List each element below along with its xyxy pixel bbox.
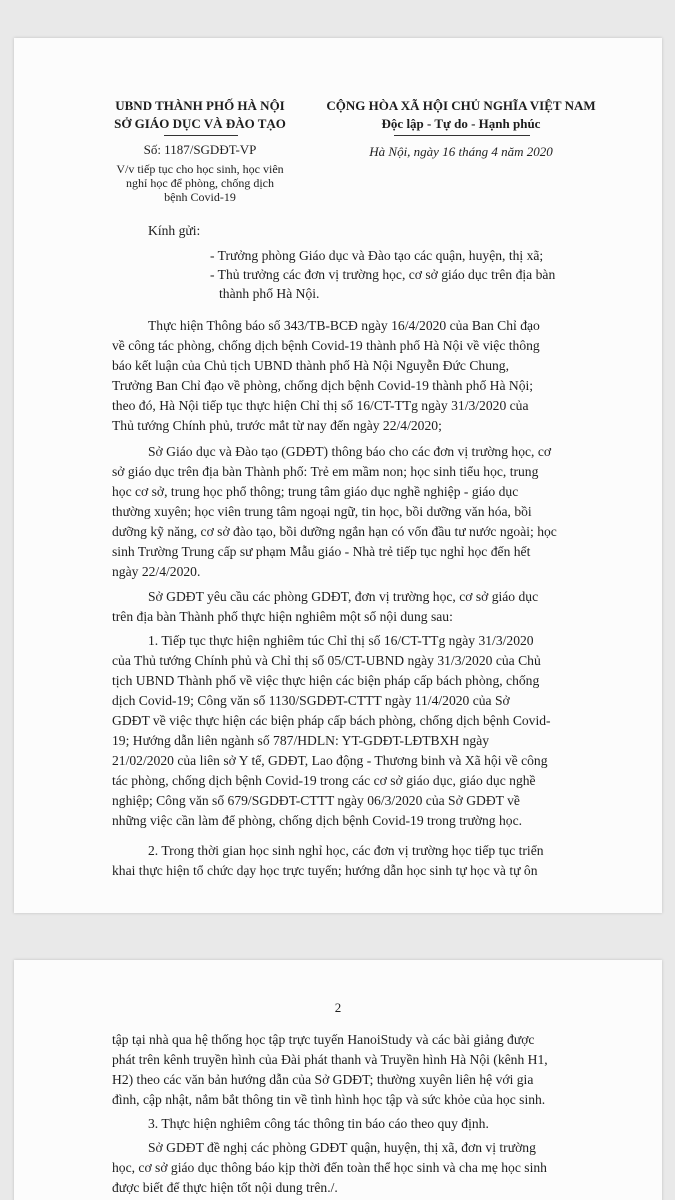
paragraph-line: ngày 22/4/2020. <box>112 564 201 579</box>
paragraph-line: dịch Covid-19; Công văn số 1130/SGDĐT-CTTT ngày 11/4/2020 của Sở <box>112 693 510 708</box>
paragraph-line: 19; Hướng dẫn liên ngành số 787/HDLN: YT-GDĐT-LĐTBXH ngày <box>112 733 490 748</box>
page-number: 2 <box>334 1000 342 1015</box>
paragraph-line: về công tác phòng, chống dịch bệnh Covid-19 thành phố Hà Nội về việc thông <box>112 338 540 353</box>
paragraph-line: nghiệp; Công văn số 679/SGDĐT-CTTT ngày 06/3/2020 của Sở GDĐT về <box>112 793 520 808</box>
paragraph-line: đình, cập nhật, nắm bắt thông tin về tình hình học tập và sức khỏe của học sinh. <box>112 1092 546 1107</box>
paragraph-line: 1. Tiếp tục thực hiện nghiêm túc Chỉ thị số 16/CT-TTg ngày 31/3/2020 <box>148 633 534 648</box>
agency-name: UBND THÀNH PHỐ HÀ NỘI <box>115 98 285 113</box>
document-number: Số: 1187/SGDĐT-VP <box>143 142 257 157</box>
paragraph-line: thường xuyên; học viên trung tâm ngoại ngữ, tin học, bồi dưỡng văn hóa, bồi <box>112 504 532 519</box>
recipient-1: - Trưởng phòng Giáo dục và Đào tạo các quận, huyện, thị xã; <box>210 248 544 263</box>
recipient-2: - Thủ trưởng các đơn vị trường học, cơ sở giáo dục trên địa bàn <box>210 267 556 282</box>
paragraph-line: dưỡng kỹ năng, cơ sở đào tạo, bồi dưỡng ngắn hạn có vốn đầu tư nước ngoài; học <box>112 524 557 539</box>
subject-line-2: nghỉ học để phòng, chống dịch <box>126 176 274 190</box>
paragraph-line: Thực hiện Thông báo số 343/TB-BCĐ ngày 16/4/2020 của Ban Chỉ đạo <box>148 318 540 333</box>
paragraph-line: của Thủ tướng Chính phủ và Chỉ thị số 05/CT-UBND ngày 31/3/2020 của Chủ <box>112 653 541 668</box>
paragraph-line: Trưởng Ban Chỉ đạo về phòng, chống dịch bệnh Covid-19 thành phố Hà Nội; <box>112 378 534 393</box>
document-page-2 <box>14 960 662 1200</box>
subject-line-3: bệnh Covid-19 <box>164 190 236 204</box>
paragraph-line: tịch UBND Thành phố về việc thực hiện các biện pháp cấp bách phòng, chống <box>112 673 540 688</box>
paragraph-line: H2) theo các văn bản hướng dẫn của Sở GDĐT; thường xuyên liên hệ với gia <box>112 1072 534 1087</box>
national-title: CỘNG HÒA XÃ HỘI CHỦ NGHĨA VIỆT NAM <box>326 98 596 113</box>
paragraph-line: GDĐT về việc thực hiện các biện pháp cấp bách phòng, chống dịch bệnh Covid- <box>112 713 551 728</box>
header-left-underline <box>164 135 238 136</box>
salutation: Kính gửi: <box>148 223 201 238</box>
paragraph-line: trên địa bàn Thành phố thực hiện nghiêm một số nội dung sau: <box>112 609 453 624</box>
paragraph-line: học, cơ sở giáo dục thông báo kịp thời đến toàn thể học sinh và cha mẹ học sinh <box>112 1160 547 1175</box>
paragraph-line: Sở GDĐT yêu cầu các phòng GDĐT, đơn vị trường học, cơ sở giáo dục <box>148 589 539 604</box>
paragraph-line: sở giáo dục trên địa bàn Thành phố: Trẻ em mầm non; học sinh tiểu học, trung <box>112 464 539 479</box>
paragraph-line: báo kết luận của Chủ tịch UBND thành phố Hà Nội Nguyễn Đức Chung, <box>112 358 509 373</box>
paragraph-line: sinh Trường Trung cấp sư phạm Mẫu giáo - Nhà trẻ tiếp tục nghỉ học đến hết <box>112 544 531 559</box>
paragraph-line: 3. Thực hiện nghiêm công tác thông tin báo cáo theo quy định. <box>148 1116 489 1131</box>
paragraph-line: 21/02/2020 của liên sở Y tế, GDĐT, Lao động - Thương binh và Xã hội về công <box>112 753 548 768</box>
department-name: SỞ GIÁO DỤC VÀ ĐÀO TẠO <box>114 116 286 131</box>
national-motto: Độc lập - Tự do - Hạnh phúc <box>381 116 541 131</box>
paragraph-line: tập tại nhà qua hệ thống học tập trực tuyến HanoiStudy và các bài giảng được <box>112 1032 535 1047</box>
paragraph-line: 2. Trong thời gian học sinh nghỉ học, các đơn vị trường học tiếp tục triển <box>148 843 544 858</box>
paragraph-line: được biết để thực hiện tốt nội dung trên./. <box>112 1180 338 1195</box>
paragraph-line: Sở GDĐT đề nghị các phòng GDĐT quận, huyện, thị xã, đơn vị trường <box>148 1140 536 1155</box>
header-right-underline <box>394 135 530 136</box>
paragraph-line: tác phòng, chống dịch bệnh Covid-19 trong các cơ sở giáo dục, giáo dục nghề <box>112 773 536 788</box>
document-page-1 <box>14 38 662 913</box>
paragraph-line: học cơ sở, trung học phổ thông; trung tâm giáo dục nghề nghiệp - giáo dục <box>112 484 519 499</box>
paragraph-line: Thủ tướng Chính phủ, trước mắt từ nay đến ngày 22/4/2020; <box>112 418 442 433</box>
subject-line-1: V/v tiếp tục cho học sinh, học viên <box>116 162 284 176</box>
paragraph-line: Sở Giáo dục và Đào tạo (GDĐT) thông báo cho các đơn vị trường học, cơ <box>148 444 552 459</box>
paragraph-line: theo đó, Hà Nội tiếp tục thực hiện Chỉ thị số 16/CT-TTg ngày 31/3/2020 của <box>112 398 529 413</box>
paragraph-line: khai thực hiện tổ chức dạy học trực tuyến; hướng dẫn học sinh tự học và tự ôn <box>112 863 538 878</box>
paragraph-line: phát trên kênh truyền hình của Đài phát thanh và Truyền hình Hà Nội (kênh H1, <box>112 1052 548 1067</box>
paragraph-line: những việc cần làm để phòng, chống dịch bệnh Covid-19 trong trường học. <box>112 813 523 828</box>
document-date: Hà Nội, ngày 16 tháng 4 năm 2020 <box>369 144 553 159</box>
recipient-3: thành phố Hà Nội. <box>219 286 320 301</box>
